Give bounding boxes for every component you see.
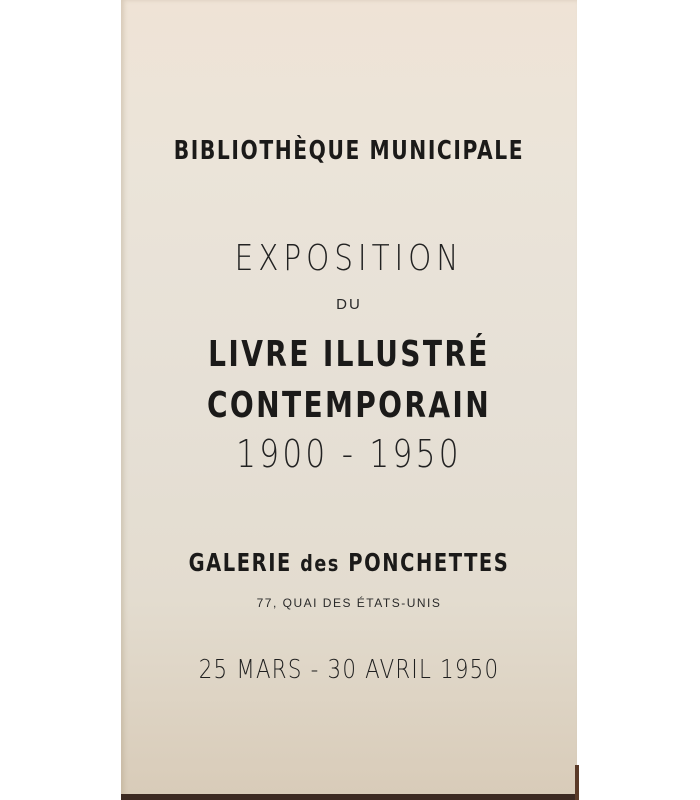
- institution-heading: [121, 136, 577, 166]
- book-edge: [575, 765, 579, 800]
- years-text: 1900 - 1950: [236, 432, 462, 476]
- venue-address: [121, 596, 577, 610]
- venue-name-part3: PONCHETTES: [348, 548, 510, 577]
- exposition-text: EXPOSITION: [234, 238, 464, 279]
- title-line-2-text: CONTEMPORAIN: [206, 385, 492, 426]
- du-text: DU: [336, 296, 362, 313]
- venue-address-text: 77, QUAI DES ÉTATS-UNIS: [256, 596, 442, 610]
- venue-name-part2: des: [300, 551, 340, 577]
- institution-text: BIBLIOTHÈQUE MUNICIPALE: [173, 136, 525, 166]
- exhibition-dates: [121, 655, 577, 685]
- venue-name: [121, 548, 577, 577]
- title-line-1-text: LIVRE ILLUSTRÉ: [208, 334, 490, 375]
- years-range: [121, 432, 577, 476]
- exhibition-dates-text: 25 MARS - 30 AVRIL 1950: [198, 655, 500, 685]
- du-label: [121, 296, 577, 313]
- venue-name-part1: GALERIE: [188, 548, 292, 577]
- venue-name-text: [171, 548, 527, 577]
- exposition-heading: [121, 238, 577, 279]
- title-line-1: [121, 334, 577, 375]
- title-line-2: [121, 385, 577, 426]
